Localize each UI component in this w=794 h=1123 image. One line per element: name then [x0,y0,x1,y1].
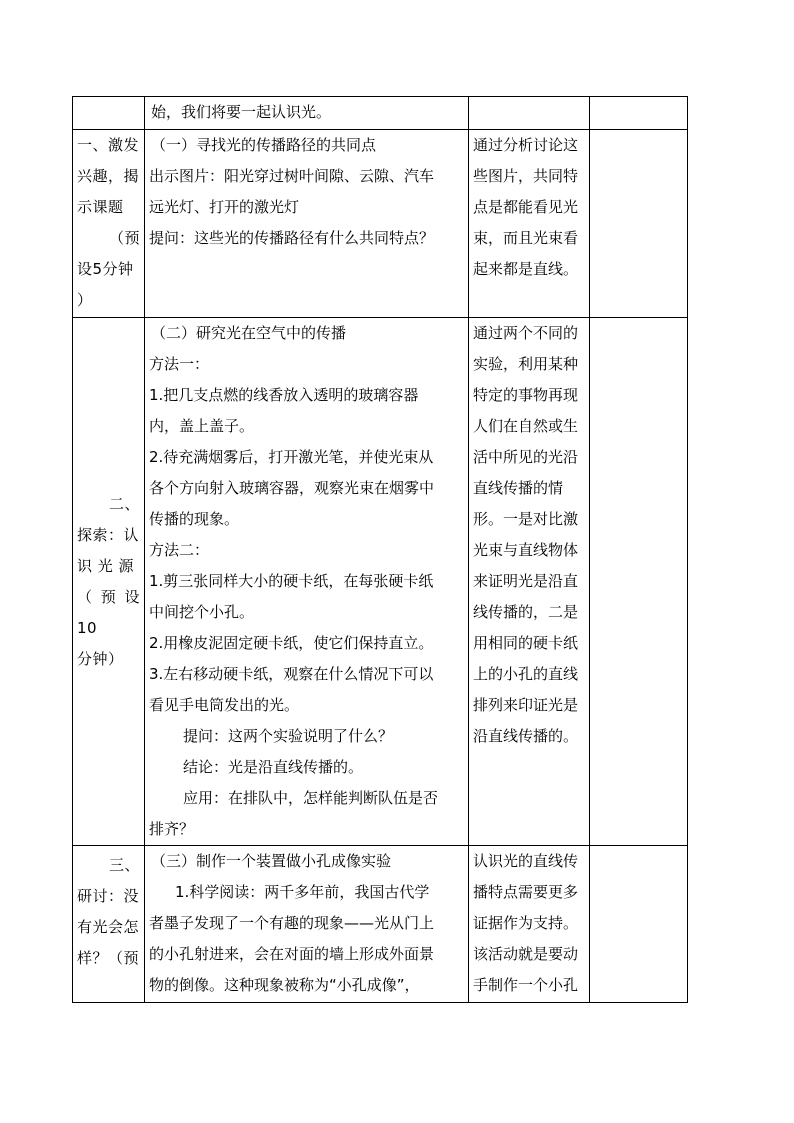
stage-cell [73,846,145,1003]
stage-line: （预 [108,229,140,247]
content-line: （一）寻找光的传播路径的共同点 [151,136,377,154]
intent-line: 来证明光是沿直 [473,572,579,590]
intent-line: 上的小孔的直线 [473,665,579,683]
table-row [73,130,688,318]
stage-line: 分钟） [77,649,124,668]
intent-line: 用相同的硬卡纸 [473,634,579,652]
stage-line: 设5分钟 [77,260,134,278]
content-cell [145,97,469,130]
stage-line: ） [77,291,93,309]
content-line: 应用：在排队中，怎样能判断队伍是否 [183,789,439,807]
content-line: 排齐？ [149,820,195,838]
intent-line: 播特点需要更多 [473,883,579,901]
intent-line: 起来都是直线。 [473,260,579,278]
intent-line: 形。一是对比激 [473,510,579,528]
content-cell [145,846,469,1003]
intent-cell [469,130,590,318]
intent-line: 排列来印证光是 [473,696,579,714]
stage-cell [73,130,145,318]
content-line: 1.科学阅读：两千多年前，我国古代学 [175,883,430,901]
content-line: 看见手电筒发出的光。 [149,696,300,714]
content-line: 1.把几支点燃的线香放入透明的玻璃容器 [149,386,419,404]
stage-line: 探索：认 [77,525,140,544]
intent-line: 点是都能看见光 [473,198,579,216]
content-line: 方法二： [149,541,210,559]
table-row [73,846,688,1003]
content-line: 物的倒像。这种现象被称为“小孔成像”， [149,976,420,994]
stage-line: 示课题 [77,198,124,216]
table-row [73,97,688,130]
intent-line: 证据作为支持。 [473,914,579,932]
content-cell [145,318,469,846]
stage-line: 一、激发 [77,136,140,154]
content-line: 的小孔射进来，会在对面的墙上形成外面景 [149,945,435,963]
intent-line: 特定的事物再现 [473,386,579,404]
content-line: 2.用橡皮泥固定硬卡纸，使它们保持直立。 [149,634,434,652]
content-line: 各个方向射入玻璃容器，观察光束在烟雾中 [149,479,435,497]
content-line: 内，盖上盖子。 [149,417,255,435]
lesson-plan-table [72,96,688,1003]
notes-cell [590,97,688,130]
intent-line: 实验，利用某种 [473,355,579,373]
table-row [73,318,688,846]
stage-line: （预设10 [77,587,140,637]
content-line: 3.左右移动硬卡纸，观察在什么情况下可以 [149,665,434,683]
intent-line: 该活动就是要动 [473,945,579,963]
notes-cell [590,318,688,846]
intent-line: 认识光的直线传 [473,852,579,870]
content-line: 1.剪三张同样大小的硬卡纸，在每张硬卡纸 [149,572,434,590]
notes-cell [590,130,688,318]
content-line: 者墨子发现了一个有趣的现象——光从门上 [149,914,435,932]
content-line: 始，我们将要一起认识光。 [151,103,332,121]
content-line: 出示图片：阳光穿过树叶间隙、云隙、汽车 [149,167,435,185]
content-line: （三）制作一个装置做小孔成像实验 [151,852,392,870]
intent-line: 活中所见的光沿 [473,448,579,466]
stage-cell [73,97,145,130]
content-line: （二）研究光在空气中的传播 [151,324,347,342]
intent-line: 人们在自然或生 [473,417,579,435]
intent-line: 通过两个不同的 [473,324,579,342]
intent-line: 手制作一个小孔 [473,976,579,994]
intent-line: 光束与直线物体 [473,541,579,559]
content-line: 提问：这两个实验说明了什么？ [183,727,394,745]
content-cell [145,130,469,318]
stage-line: 二、 [108,494,140,513]
intent-cell [469,318,590,846]
stage-line: 有光会怎 [77,918,140,936]
intent-cell [469,97,590,130]
intent-cell [469,846,590,1003]
intent-line: 些图片，共同特 [473,167,579,185]
intent-line: 束，而且光束看 [473,229,579,247]
content-line: 中间挖个小孔。 [149,603,255,621]
stage-line: 三、 [108,856,140,874]
stage-line: 研讨：没 [77,887,140,905]
stage-line: 兴趣，揭 [77,167,140,185]
content-line: 方法一： [149,355,210,373]
intent-line: 直线传播的情 [473,479,564,497]
stage-line: 样？（预 [77,949,140,967]
content-line: 传播的现象。 [149,510,240,528]
notes-cell [590,846,688,1003]
stage-cell [73,318,145,846]
intent-line: 线传播的，二是 [473,603,579,621]
stage-line: 识 光 源 [77,556,135,575]
content-line: 远光灯、打开的激光灯 [149,198,300,216]
content-line: 提问：这些光的传播路径有什么共同特点？ [149,229,435,247]
intent-line: 沿直线传播的。 [473,727,579,745]
content-line: 2.待充满烟雾后，打开激光笔，并使光束从 [149,448,434,466]
intent-line: 通过分析讨论这 [473,136,579,154]
content-line: 结论：光是沿直线传播的。 [183,758,364,776]
